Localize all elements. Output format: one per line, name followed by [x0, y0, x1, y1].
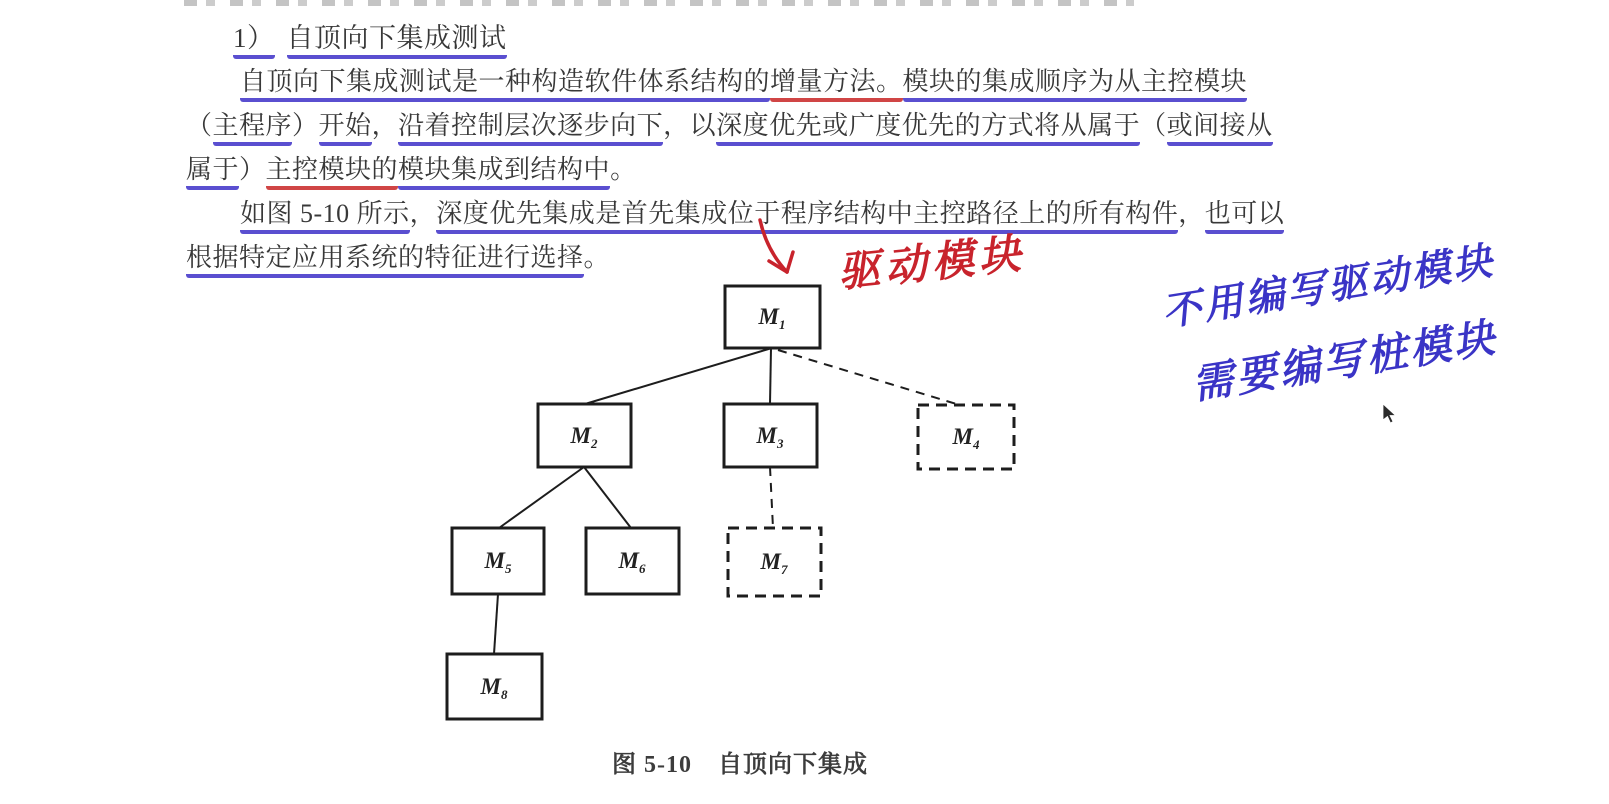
node-label: $M_8$ — [480, 674, 508, 702]
text-segment: ） — [292, 111, 319, 140]
blue-handwriting-line2: 需要编写桩模块 — [1188, 313, 1501, 409]
text-segment: 深度优先集成是首先集成位于程序结构中主控路径上的所有构件 — [436, 199, 1178, 234]
tree-node-m7 — [728, 528, 821, 596]
node-label: $M_4$ — [952, 424, 980, 452]
node-label: $M_1$ — [758, 304, 786, 332]
text-segment: ， — [1178, 199, 1205, 228]
edge-m2-m5 — [499, 467, 584, 528]
figure-caption-text: 自顶向下集成 — [718, 752, 868, 778]
text-segment: （ — [186, 111, 213, 140]
text-segment: 或间接从 — [1167, 111, 1273, 146]
red-ink-arrow — [760, 220, 793, 272]
text-segment: ， — [371, 111, 399, 140]
text-segment: ，以 — [663, 111, 717, 140]
node-label: $M_3$ — [756, 423, 784, 451]
tree-node-m5 — [452, 528, 544, 594]
edge-m2-m6 — [584, 467, 631, 528]
text-segment: 自顶向下集成测试是一种构造软件体系结构的 — [240, 67, 770, 102]
text-segment: 主控模块的 — [266, 155, 399, 190]
text-segment: 深度优先或广度优先的方式将从属于 — [716, 111, 1140, 146]
edge-m1-m4 — [778, 350, 963, 406]
node-label: $M_5$ — [484, 548, 512, 576]
text-segment: 模块集成到结构中 — [398, 155, 610, 190]
edge-m1-m2 — [585, 348, 772, 404]
text-segment: 属于 — [186, 155, 239, 190]
figure-caption — [555, 744, 925, 779]
text-segment: 也可以 — [1205, 199, 1285, 234]
heading-title: 自顶向下集成测试 — [287, 23, 507, 59]
tree-node-m1 — [725, 286, 820, 348]
text-segment: 模块的集成顺序为从主控模块 — [903, 67, 1248, 102]
tree-node-m4 — [918, 405, 1014, 469]
tree-node-m8 — [447, 654, 542, 719]
text-segment: 。 — [583, 243, 611, 272]
heading-number: 1） — [233, 23, 275, 59]
red-handwriting-driver-module: 驱动模块 — [835, 228, 1028, 297]
text-segment: 根据特定应用系统的特征进行选择 — [186, 243, 584, 278]
text-segment: 主程序 — [213, 111, 293, 146]
tree-node-m3 — [724, 404, 817, 467]
blue-handwriting-line1: 不用编写驱动模块 — [1159, 238, 1498, 336]
edge-m3-m7 — [770, 467, 773, 528]
text-segment: 。 — [610, 155, 637, 184]
text-segment: （ — [1140, 111, 1167, 140]
edge-m5-m8 — [494, 594, 498, 654]
text-segment: 如图 5-10 所示 — [240, 199, 410, 234]
node-label: $M_7$ — [760, 549, 788, 577]
tree-node-m2 — [538, 404, 631, 467]
tree-node-m6 — [586, 528, 679, 594]
node-label: $M_2$ — [570, 423, 598, 451]
node-label: $M_6$ — [618, 548, 646, 576]
text-segment: 开始 — [319, 111, 372, 146]
text-segment: ， — [409, 199, 437, 228]
figure-caption-label: 图 5-10 — [612, 752, 692, 778]
text-segment: ） — [239, 155, 266, 184]
edge-m1-m3 — [770, 348, 771, 404]
text-segment: 沿着控制层次逐步向下 — [398, 111, 663, 146]
mouse-cursor-icon — [1383, 404, 1396, 423]
text-segment: 增量方法。 — [770, 67, 903, 102]
